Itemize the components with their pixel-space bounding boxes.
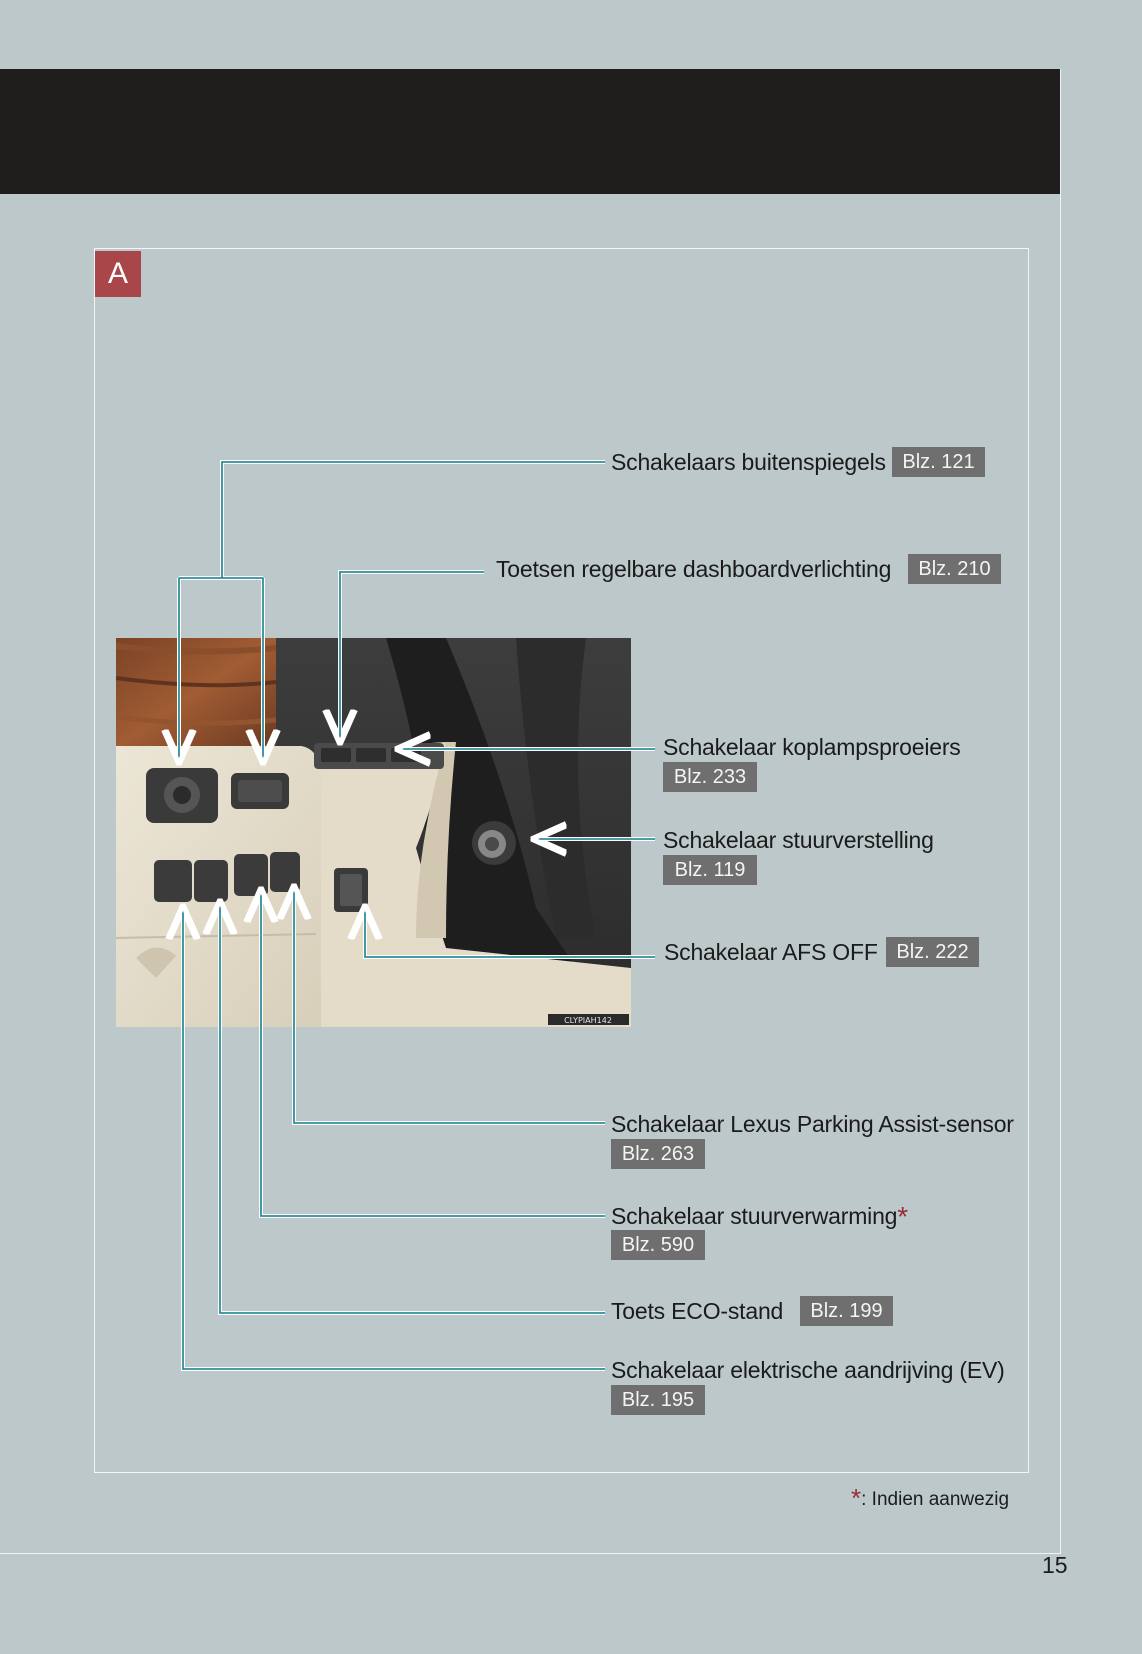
steering-heater-label-text: Schakelaar stuurverwarming bbox=[611, 1203, 898, 1229]
headlamp-cleaner-page-ref[interactable]: Blz. 233 bbox=[663, 762, 757, 792]
footnote-text: : Indien aanwezig bbox=[861, 1489, 1010, 1510]
dashboard-lighting-page-ref[interactable]: Blz. 210 bbox=[908, 554, 1001, 584]
ev-drive-label: Schakelaar elektrische aandrijving (EV) bbox=[611, 1357, 1005, 1383]
steering-adjust-label: Schakelaar stuurverstelling bbox=[663, 827, 934, 853]
ev-drive-page-ref[interactable]: Blz. 195 bbox=[611, 1385, 705, 1415]
steering-adjust-page-ref[interactable]: Blz. 119 bbox=[663, 855, 757, 885]
page-edge-rule bbox=[1060, 69, 1061, 1554]
dashboard-photo bbox=[116, 638, 631, 1027]
steering-heater-label bbox=[611, 1201, 908, 1230]
footnote bbox=[851, 1484, 1009, 1512]
bottom-rule bbox=[0, 1553, 1061, 1554]
dashboard-lighting-label: Toetsen regelbare dashboardverlichting bbox=[496, 556, 892, 582]
page-number: 15 bbox=[1042, 1552, 1068, 1578]
photo-code: CLYPIAH142 bbox=[564, 1016, 612, 1025]
mirror-switches-label: Schakelaars buitenspiegels bbox=[611, 449, 886, 475]
parking-assist-label: Schakelaar Lexus Parking Assist-sensor bbox=[611, 1111, 1014, 1137]
steering-heater-page-ref[interactable]: Blz. 590 bbox=[611, 1230, 705, 1260]
afs-off-label: Schakelaar AFS OFF bbox=[664, 939, 878, 965]
eco-mode-page-ref[interactable]: Blz. 199 bbox=[800, 1296, 893, 1326]
eco-mode-label: Toets ECO-stand bbox=[611, 1298, 784, 1324]
parking-assist-page-ref[interactable]: Blz. 263 bbox=[611, 1139, 705, 1169]
steering-heater-asterisk: * bbox=[897, 1201, 908, 1232]
afs-off-page-ref[interactable]: Blz. 222 bbox=[886, 937, 979, 967]
header-bar bbox=[0, 69, 1060, 194]
headlamp-cleaner-label: Schakelaar koplampsproeiers bbox=[663, 734, 961, 760]
footnote-asterisk: * bbox=[851, 1483, 862, 1513]
mirror-switches-page-ref[interactable]: Blz. 121 bbox=[892, 447, 985, 477]
section-badge: A bbox=[95, 251, 141, 297]
